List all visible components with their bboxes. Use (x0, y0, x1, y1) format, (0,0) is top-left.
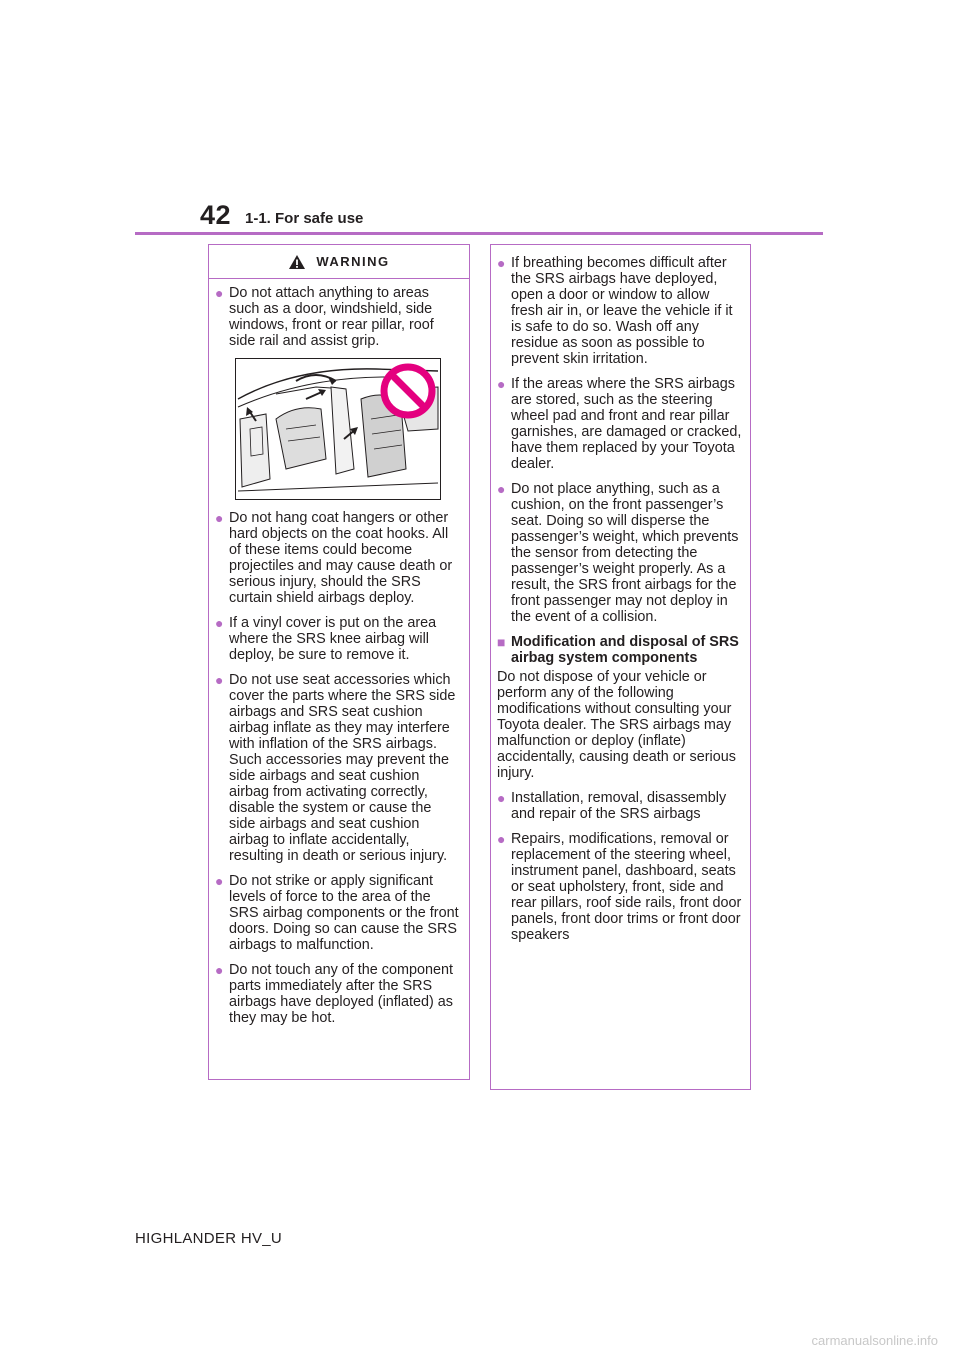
bullet-icon: ● (497, 790, 506, 806)
bullet-icon: ● (215, 672, 224, 688)
watermark: carmanualsonline.info (811, 1333, 938, 1348)
warning-item (497, 481, 742, 625)
warning-item-text: If a vinyl cover is put on the area where the SRS knee airbag will deploy, be sure to remove it. (229, 615, 437, 663)
bullet-icon: ● (215, 510, 224, 526)
warning-item (215, 510, 461, 606)
bullet-icon: ● (215, 615, 224, 631)
bullet-icon: ● (215, 873, 224, 889)
warning-item-text: Do not attach anything to areas such as a door, windshield, side windows, front or rear pillar, roof side rail and assist grip. (229, 285, 434, 349)
section-title: 1-1. For safe use (245, 210, 364, 227)
warning-item (497, 376, 742, 472)
bullet-icon: ● (497, 831, 506, 847)
bullet-icon: ● (215, 962, 224, 978)
warning-item (215, 873, 461, 953)
warning-item (497, 790, 742, 822)
bullet-icon: ● (215, 285, 224, 301)
bullet-icon: ● (497, 481, 506, 497)
warning-item (215, 672, 461, 864)
square-bullet-icon: ■ (497, 634, 506, 650)
subheading-text: Modification and disposal of SRS airbag system components (511, 634, 739, 666)
warning-label: WARNING (316, 254, 390, 269)
header-rule (135, 232, 823, 235)
interior-illustration (235, 358, 441, 500)
warning-item (497, 255, 742, 367)
warning-box-continued (490, 244, 751, 1090)
subheading (497, 634, 742, 666)
warning-item-text: Do not touch any of the component parts immediately after the SRS airbags have deployed (inflated) as they may be hot. (229, 962, 454, 1026)
warning-item-text: Do not hang coat hangers or other hard objects on the coat hooks. All of these items could become projectiles and may cause death or serious injury, should the SRS curtain shield airbags deploy. (229, 510, 453, 606)
warning-header (209, 245, 469, 279)
warning-triangle-icon (288, 254, 306, 270)
warning-item (215, 615, 461, 663)
warning-item (215, 962, 461, 1026)
warning-item-text: Do not strike or apply significant levels of force to the area of the SRS airbag components or the front doors. Doing so can cause the SRS airbags to malfunction. (229, 873, 459, 953)
paragraph: Do not dispose of your vehicle or perform any of the following modifications without consulting your Toyota dealer. The SRS airbags may malfunction or deploy (inflate) accidentally, causing death or serious injury. (497, 669, 736, 781)
bullet-icon: ● (497, 376, 506, 392)
warning-item-text: Installation, removal, disassembly and repair of the SRS airbags (511, 790, 727, 822)
warning-box (208, 244, 470, 1080)
bullet-icon: ● (497, 255, 506, 271)
warning-item-text: Do not place anything, such as a cushion, on the front passenger’s seat. Doing so will disperse the passenger’s weight, which prevents the sensor from detecting the passenger’s weight properly. As a result, the SRS front airbags for the front passenger may not deploy in the event of a collision. (511, 481, 739, 625)
warning-item (215, 285, 461, 349)
warning-item-text: If breathing becomes difficult after the SRS airbags have deployed, open a door or window to allow fresh air in, or leave the vehicle if it is safe to do so. Wash off any residue as soon as possible to prevent skin irritation. (511, 255, 733, 367)
no-entry-prohibition-icon (384, 367, 432, 415)
page-number: 42 (200, 200, 232, 230)
warning-item (497, 831, 742, 943)
footer-model: HIGHLANDER HV_U (135, 1230, 283, 1247)
warning-item-text: If the areas where the SRS airbags are stored, such as the steering wheel pad and front and rear pillar garnishes, are damaged or cracked, have them replaced by your Toyota dealer. (511, 376, 742, 472)
warning-item-text: Do not use seat accessories which cover the parts where the SRS side airbags and SRS seat cushion airbag inflate as they may interfere with inflation of the SRS airbags. Such accessories may prevent the side airbags and seat cushion airbag from activating correctly, disable the system or cause the side airbags and seat cushion airbag to inflate accidentally, resulting in death or serious injury. (229, 672, 456, 864)
warning-item-text: Repairs, modifications, removal or replacement of the steering wheel, instrument panel, dashboard, seats or seat upholstery, front, side and rear pillars, roof side rails, front door panels, front door trims or front door speakers (511, 831, 742, 943)
